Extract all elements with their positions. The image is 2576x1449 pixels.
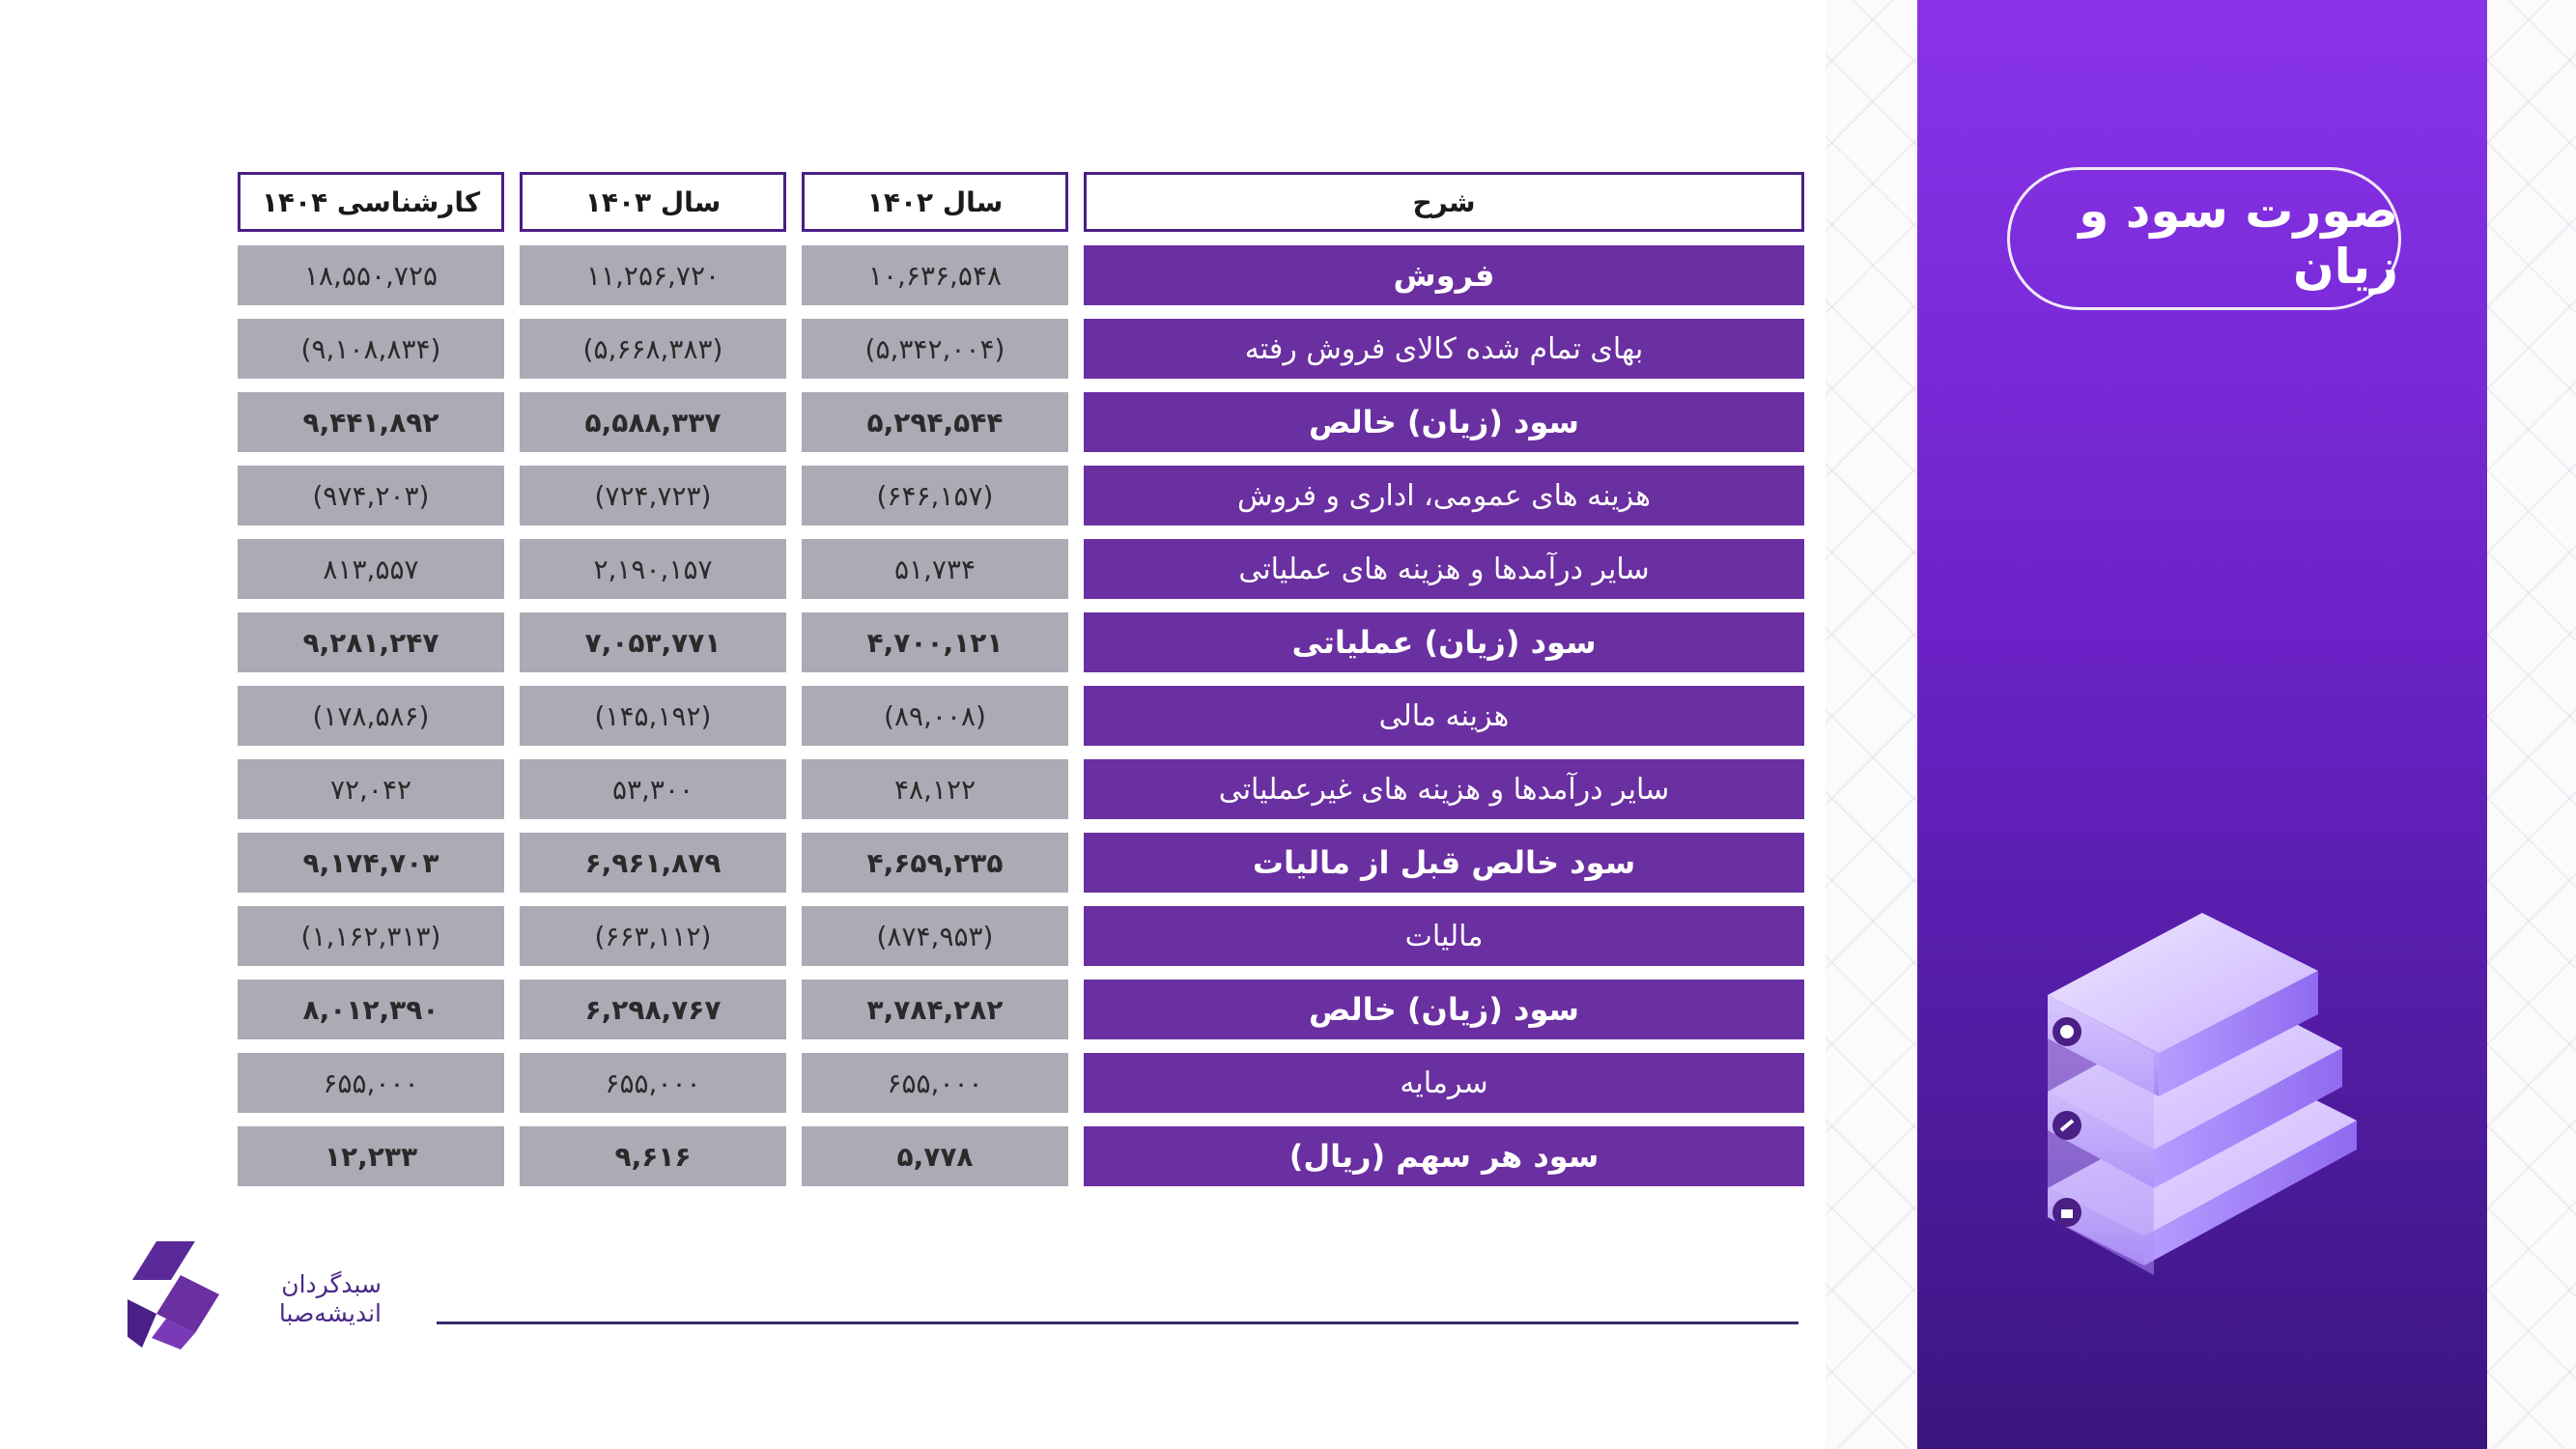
table-row xyxy=(238,392,1804,452)
page-title: صورت سود و زیان xyxy=(2079,183,2398,295)
table-row xyxy=(238,906,1804,966)
title-badge xyxy=(2007,167,2401,310)
value-1402: (۶۴۶,۱۵۷) xyxy=(802,466,1068,526)
row-label: سود (زیان) عملیاتی xyxy=(1084,612,1804,672)
value-1403: ۵۳,۳۰۰ xyxy=(520,759,786,819)
value-1402: ۵,۷۷۸ xyxy=(802,1126,1068,1186)
income-statement-table xyxy=(238,172,1804,1186)
row-label: هزینه های عمومی، اداری و فروش xyxy=(1084,466,1804,526)
row-label: سرمایه xyxy=(1084,1053,1804,1113)
value-1403: ۷,۰۵۳,۷۷۱ xyxy=(520,612,786,672)
row-label: سایر درآمدها و هزینه های عملیاتی xyxy=(1084,539,1804,599)
table-row xyxy=(238,759,1804,819)
header-description: شرح xyxy=(1084,172,1804,232)
value-1404: ۱۲,۲۳۳ xyxy=(238,1126,504,1186)
row-label: سود خالص قبل از مالیات xyxy=(1084,833,1804,893)
value-1402: (۵,۳۴۲,۰۰۴) xyxy=(802,319,1068,379)
row-label: مالیات xyxy=(1084,906,1804,966)
value-1402: ۶۵۵,۰۰۰ xyxy=(802,1053,1068,1113)
table-row xyxy=(238,686,1804,746)
header-forecast-1404: کارشناسی ۱۴۰۴ xyxy=(238,172,504,232)
value-1402: ۳,۷۸۴,۲۸۲ xyxy=(802,980,1068,1039)
row-label: سایر درآمدها و هزینه های غیرعملیاتی xyxy=(1084,759,1804,819)
stairs-illustration-icon xyxy=(2009,869,2395,1294)
table-row xyxy=(238,466,1804,526)
value-1403: (۵,۶۶۸,۳۸۳) xyxy=(520,319,786,379)
value-1402: ۴۸,۱۲۲ xyxy=(802,759,1068,819)
value-1402: (۸۷۴,۹۵۳) xyxy=(802,906,1068,966)
table-row xyxy=(238,319,1804,379)
row-label: سود هر سهم (ریال) xyxy=(1084,1126,1804,1186)
value-1404: (۹۷۴,۲۰۳) xyxy=(238,466,504,526)
value-1404: ۹,۴۴۱,۸۹۲ xyxy=(238,392,504,452)
table-row xyxy=(238,833,1804,893)
value-1402: ۱۰,۶۳۶,۵۴۸ xyxy=(802,245,1068,305)
row-label: هزینه مالی xyxy=(1084,686,1804,746)
value-1404: (۱۷۸,۵۸۶) xyxy=(238,686,504,746)
value-1404: ۸۱۳,۵۵۷ xyxy=(238,539,504,599)
value-1404: ۶۵۵,۰۰۰ xyxy=(238,1053,504,1113)
value-1404: ۱۸,۵۵۰,۷۲۵ xyxy=(238,245,504,305)
company-name-line1: سبدگردان xyxy=(281,1270,382,1298)
table-row xyxy=(238,1053,1804,1113)
value-1404: ۸,۰۱۲,۳۹۰ xyxy=(238,980,504,1039)
value-1403: (۱۴۵,۱۹۲) xyxy=(520,686,786,746)
value-1402: ۵۱,۷۳۴ xyxy=(802,539,1068,599)
value-1403: ۹,۶۱۶ xyxy=(520,1126,786,1186)
value-1403: ۶۵۵,۰۰۰ xyxy=(520,1053,786,1113)
value-1403: ۶,۹۶۱,۸۷۹ xyxy=(520,833,786,893)
company-name-line2: اندیشه‌صبا xyxy=(278,1299,382,1327)
value-1404: ۹,۱۷۴,۷۰۳ xyxy=(238,833,504,893)
value-1402: (۸۹,۰۰۸) xyxy=(802,686,1068,746)
table-row xyxy=(238,245,1804,305)
row-label: فروش xyxy=(1084,245,1804,305)
company-logo-icon xyxy=(127,1241,224,1350)
value-1403: (۶۶۳,۱۱۲) xyxy=(520,906,786,966)
value-1402: ۴,۶۵۹,۲۳۵ xyxy=(802,833,1068,893)
table-row xyxy=(238,1126,1804,1186)
table-row xyxy=(238,980,1804,1039)
row-label: سود (زیان) خالص xyxy=(1084,980,1804,1039)
value-1404: ۹,۲۸۱,۲۴۷ xyxy=(238,612,504,672)
company-name xyxy=(237,1270,382,1328)
row-label: سود (زیان) خالص xyxy=(1084,392,1804,452)
value-1402: ۴,۷۰۰,۱۲۱ xyxy=(802,612,1068,672)
value-1404: (۹,۱۰۸,۸۳۴) xyxy=(238,319,504,379)
value-1403: ۱۱,۲۵۶,۷۲۰ xyxy=(520,245,786,305)
value-1403: ۲,۱۹۰,۱۵۷ xyxy=(520,539,786,599)
row-label: بهای تمام شده کالای فروش رفته xyxy=(1084,319,1804,379)
value-1403: (۷۲۴,۷۲۳) xyxy=(520,466,786,526)
header-year-1403: سال ۱۴۰۳ xyxy=(520,172,786,232)
value-1403: ۵,۵۸۸,۳۳۷ xyxy=(520,392,786,452)
header-year-1402: سال ۱۴۰۲ xyxy=(802,172,1068,232)
value-1403: ۶,۲۹۸,۷۶۷ xyxy=(520,980,786,1039)
value-1404: ۷۲,۰۴۲ xyxy=(238,759,504,819)
table-row xyxy=(238,539,1804,599)
table-row xyxy=(238,612,1804,672)
footer-divider xyxy=(437,1321,1798,1324)
value-1402: ۵,۲۹۴,۵۴۴ xyxy=(802,392,1068,452)
value-1404: (۱,۱۶۲,۳۱۳) xyxy=(238,906,504,966)
